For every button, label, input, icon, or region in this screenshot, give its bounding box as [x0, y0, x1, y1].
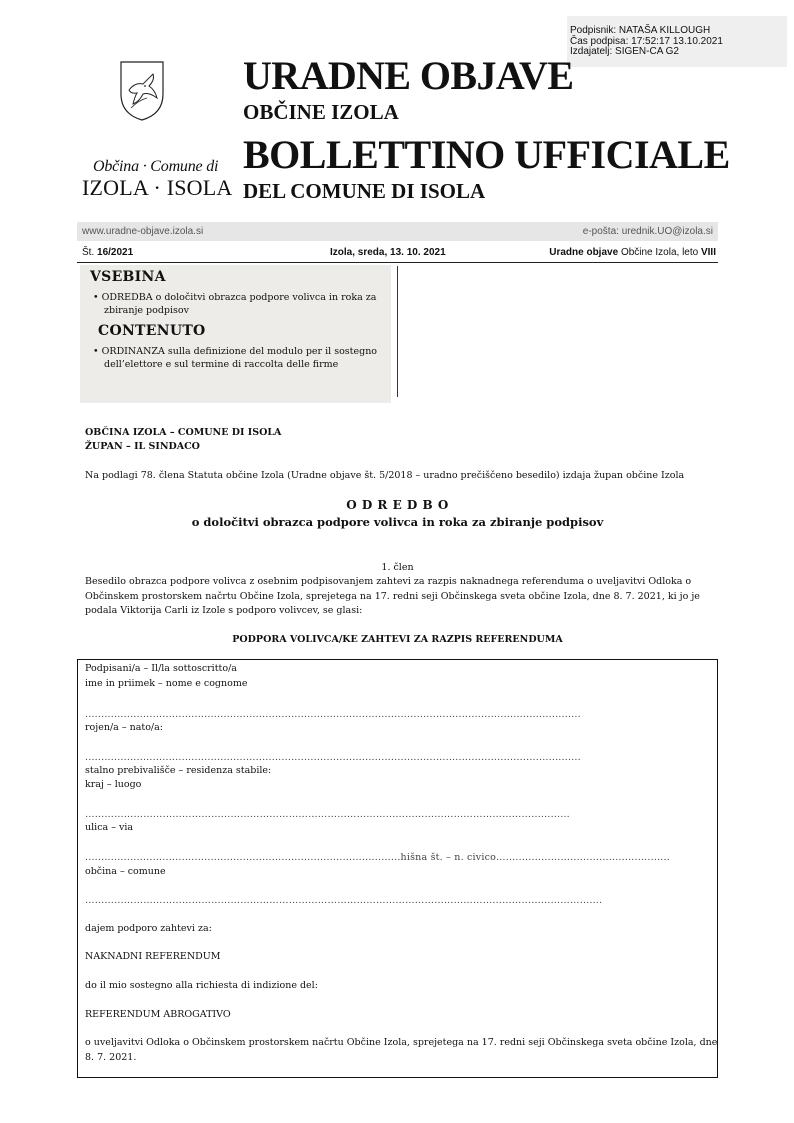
crest-caption-top: Občina · Comune di: [93, 158, 219, 175]
body-line-1: Besedilo obrazca podpore volivca z osebnim podpisovanjem zahtevi za razpis naknadnega referenduma o uveljavitvi Odloka o: [85, 576, 692, 587]
issuer-line-1: OBČINA IZOLA – COMUNE DI ISOLA: [85, 427, 282, 438]
form-place-label: kraj – luogo: [85, 779, 142, 790]
form-support-label: dajem podporo zahtevi za:: [85, 923, 212, 934]
form-referendum-sl: NAKNADNI REFERENDUM: [85, 951, 221, 962]
issuer-line-2: ŽUPAN – IL SINDACO: [85, 441, 200, 452]
article-number: 1. člen: [381, 562, 414, 573]
document-subtitle: o določitvi obrazca podpore volivca in roka za zbiranje podpisov: [191, 515, 604, 529]
body-line-3: podala Viktorija Carli iz Izole s podporo volivcev, se glasi:: [85, 605, 363, 616]
masthead-subtitle-it: DEL COMUNE DI ISOLA: [243, 179, 486, 203]
masthead-subtitle-sl: OBČINE IZOLA: [243, 100, 399, 124]
form-heading: PODPORA VOLIVCA/KE ZAHTEVI ZA RAZPIS REFERENDUMA: [232, 634, 563, 645]
preamble: Na podlagi 78. člena Statuta občine Izola (Uradne objave št. 5/2018 – uradno prečiščeno besedilo) izdaja župan občine Izola: [85, 470, 685, 481]
form-born-label: rojen/a – nato/a:: [85, 722, 163, 733]
form-name-label: ime in priimek – nome e cognome: [85, 678, 248, 689]
masthead-title-sl: URADNE OBJAVE: [243, 53, 574, 98]
form-place-field[interactable]: ……………………………………………………………………………………………………………………………………: [85, 809, 570, 820]
document-title: O D R E D B O: [346, 498, 449, 512]
form-street-field[interactable]: ..................................................................................................hišna št. – n. civico…...................................................: [85, 852, 670, 863]
form-enactment-line-1: o uveljavitvi Odloka o Občinskem prostorskem načrtu Občine Izola, sprejetega na 17. redni seji Občinskega sveta občine Izola, dne: [85, 1037, 718, 1048]
signature-issuer: Izdajatelj: SIGEN-CA G2: [570, 46, 679, 57]
form-referendum-it: REFERENDUM ABROGATIVO: [85, 1009, 231, 1020]
contact-bar: [77, 222, 718, 241]
table-of-contents: [80, 265, 391, 403]
form-municipality-label: občina – comune: [85, 866, 166, 877]
form-enactment-line-2: 8. 7. 2021.: [85, 1052, 137, 1063]
digital-signature-box: [567, 16, 787, 67]
issue-bar: [77, 243, 718, 263]
form-street-label: ulica – via: [85, 822, 134, 833]
crest-caption-bottom: IZOLA · ISOLA: [82, 175, 233, 200]
publication-year: Uradne objave Občine Izola, leto VIII: [549, 247, 716, 258]
form-referendum-it-intro: do il mio sostegno alla richiesta di indizione del:: [85, 980, 318, 991]
toc-item-sl[interactable]: • ODREDBA o določitvi obrazca podpore volivca in roka za zbiranje podpisov: [93, 292, 377, 316]
toc-item-it[interactable]: • ORDINANZA sulla definizione del modulo per il sostegno dell’elettore e sul termine di raccolta delle firme: [93, 346, 378, 370]
toc-heading-it: CONTENUTO: [98, 323, 206, 339]
form-name-field[interactable]: ..........................................................................................................................................................: [85, 709, 581, 720]
email-link[interactable]: e-pošta: urednik.UO@izola.si: [582, 226, 713, 237]
signature-signer: Podpisnik: NATAŠA KILLOUGH: [570, 25, 711, 36]
body-line-2: Občinskem prostorskem načrtu Občine Izola, sprejetega na 17. redni seji Občinskega sveta občine Izola, dne 8. 7. 2021, ki jo je: [85, 591, 700, 602]
signature-date: Čas podpisa: 17:52:17 13.10.2021: [570, 35, 723, 47]
form-residence-label: stalno prebivališče – residenza stabile:: [85, 765, 272, 776]
issue-number: Št. 16/2021: [82, 247, 134, 258]
municipal-crest-icon: [119, 60, 165, 122]
toc-heading-sl: VSEBINA: [90, 269, 166, 285]
form-municipality-field[interactable]: …………………………………………………………………………………………………………………………………………….: [85, 895, 603, 906]
issue-date: Izola, sreda, 13. 10. 2021: [330, 247, 446, 258]
form-born-field[interactable]: ..........................................................................................................................................................: [85, 752, 581, 763]
form-signed-label: Podpisani/a – Il/la sottoscritto/a: [85, 663, 237, 674]
column-divider: [397, 266, 398, 397]
masthead-title-it: BOLLETTINO UFFICIALE: [243, 132, 730, 177]
voter-support-form: [77, 659, 718, 1078]
website-link[interactable]: www.uradne-objave.izola.si: [82, 226, 204, 237]
